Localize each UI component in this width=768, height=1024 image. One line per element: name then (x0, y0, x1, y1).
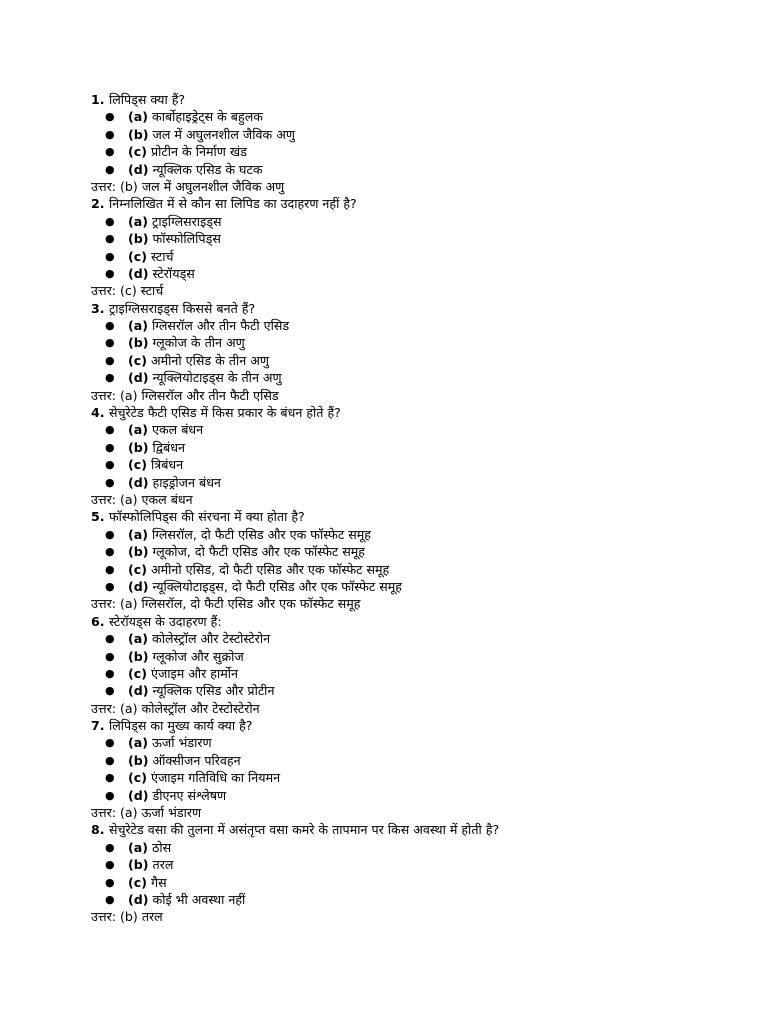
bullet-icon: ● (105, 788, 115, 802)
option-item (91, 752, 731, 769)
question-heading (91, 91, 731, 108)
document-body (91, 91, 731, 926)
option-label: (c) (128, 770, 147, 786)
option-item (91, 578, 731, 595)
option-item (91, 248, 731, 265)
question-text: निम्नलिखित में से कौन सा लिपिड का उदाहरण नहीं है? (108, 196, 357, 212)
options-list (91, 526, 731, 596)
option-text: ग्लूकोज, दो फैटी एसिड और एक फॉस्फेट समूह (152, 544, 365, 560)
answer-line: उत्तर: (b) जल में अघुलनशील जैविक अणु (91, 178, 285, 194)
bullet-icon: ● (105, 527, 115, 541)
option-item (91, 630, 731, 647)
option-item (91, 734, 731, 751)
option-text: ऊर्जा भंडारण (152, 735, 212, 751)
answer-line: उत्तर: (a) एकल बंधन (91, 491, 193, 507)
bullet-icon: ● (105, 110, 115, 124)
bullet-icon: ● (105, 562, 115, 576)
bullet-icon: ● (105, 771, 115, 785)
option-label: (d) (128, 578, 149, 594)
option-text: प्रोटीन के निर्माण खंड (150, 144, 247, 160)
bullet-icon: ● (105, 892, 115, 906)
bullet-icon: ● (105, 162, 115, 176)
question-heading (91, 195, 731, 212)
option-text: कोलेस्ट्रॉल और टेस्टोस्टेरोन (152, 631, 271, 647)
option-item (91, 474, 731, 491)
bullet-icon: ● (105, 266, 115, 280)
bullet-icon: ● (105, 423, 115, 437)
option-label: (c) (128, 248, 147, 264)
option-item (91, 648, 731, 665)
bullet-icon: ● (105, 545, 115, 559)
option-text: कार्बोहाइड्रेट्स के बहुलक (152, 109, 263, 125)
bullet-icon: ● (105, 371, 115, 385)
question-number: 2. (91, 196, 105, 212)
option-text: जल में अघुलनशील जैविक अणु (152, 126, 295, 142)
option-text: एंजाइम गतिविधि का नियमन (150, 770, 281, 786)
bullet-icon: ● (105, 579, 115, 593)
option-text: न्यूक्लिक एसिड के घटक (152, 161, 263, 177)
question-heading (91, 717, 731, 734)
bullet-icon: ● (105, 475, 115, 489)
options-list (91, 630, 731, 700)
option-item (91, 352, 731, 369)
options-list (91, 108, 731, 178)
option-text: ग्लिसरॉल, दो फैटी एसिड और एक फॉस्फेट समूह (152, 526, 371, 542)
option-text: स्टेरॉयड्स (152, 265, 195, 281)
option-label: (a) (128, 109, 149, 125)
option-label: (b) (128, 752, 149, 768)
option-item (91, 161, 731, 178)
bullet-icon: ● (105, 875, 115, 889)
options-list (91, 734, 731, 804)
option-label: (b) (128, 648, 149, 664)
question-heading (91, 613, 731, 630)
option-label: (d) (128, 891, 149, 907)
option-item (91, 143, 731, 160)
option-item (91, 439, 731, 456)
option-text: ठोस (152, 839, 172, 855)
bullet-icon: ● (105, 458, 115, 472)
option-label: (d) (128, 683, 149, 699)
option-text: अमीनो एसिड के तीन अणु (150, 352, 269, 368)
question-text: फॉस्फोलिपिड्स की संरचना में क्या होता है? (108, 509, 305, 525)
question-text: लिपिड्स क्या हैं? (108, 92, 186, 107)
option-item (91, 126, 731, 143)
option-label: (d) (128, 161, 149, 177)
option-label: (d) (128, 370, 149, 386)
option-item (91, 108, 731, 125)
option-label: (c) (128, 561, 147, 577)
option-label: (a) (128, 318, 149, 334)
question-number: 6. (91, 613, 105, 629)
option-item (91, 456, 731, 473)
option-item (91, 682, 731, 699)
question-text: सेचुरेटेड फैटी एसिड में किस प्रकार के बंधन होते हैं? (108, 405, 341, 421)
options-list (91, 213, 731, 283)
bullet-icon: ● (105, 840, 115, 854)
option-item (91, 769, 731, 786)
option-label: (b) (128, 544, 149, 560)
option-text: ट्राइग्लिसराइड्स (152, 213, 222, 229)
option-item (91, 839, 731, 856)
option-item (91, 369, 731, 386)
answer-line: उत्तर: (a) ग्लिसरॉल, दो फैटी एसिड और एक फॉस्फेट समूह (91, 596, 361, 612)
bullet-icon: ● (105, 214, 115, 228)
option-label: (d) (128, 474, 149, 490)
bullet-icon: ● (105, 127, 115, 141)
answer-line: उत्तर: (b) तरल (91, 909, 163, 925)
option-text: ग्लूकोज के तीन अणु (152, 335, 245, 351)
bullet-icon: ● (105, 858, 115, 872)
option-text: ग्लूकोज और सुक्रोज (152, 648, 244, 664)
question-number: 3. (91, 300, 105, 316)
option-text: एंजाइम और हार्मोन (150, 665, 239, 681)
answer-line: उत्तर: (a) कोलेस्ट्रॉल और टेस्टोस्टेरोन (91, 700, 260, 716)
question-heading (91, 508, 731, 525)
option-item (91, 561, 731, 578)
option-text: हाइड्रोजन बंधन (152, 474, 221, 490)
option-item (91, 213, 731, 230)
option-text: द्विबंधन (152, 439, 185, 455)
option-text: न्यूक्लियोटाइड्स के तीन अणु (152, 370, 282, 386)
option-text: अमीनो एसिड, दो फैटी एसिड और एक फॉस्फेट समूह (150, 561, 390, 577)
option-item (91, 265, 731, 282)
option-text: ग्लिसरॉल और तीन फैटी एसिड (152, 318, 290, 334)
option-label: (d) (128, 787, 149, 803)
bullet-icon: ● (105, 232, 115, 246)
bullet-icon: ● (105, 249, 115, 263)
question-text: लिपिड्स का मुख्य कार्य क्या है? (108, 718, 253, 734)
option-text: कोई भी अवस्था नहीं (152, 891, 246, 907)
option-item (91, 526, 731, 543)
bullet-icon: ● (105, 319, 115, 333)
option-label: (b) (128, 439, 149, 455)
option-text: एकल बंधन (152, 422, 204, 438)
answer-line: उत्तर: (c) स्टार्च (91, 283, 164, 299)
option-text: डीएनए संश्लेषण (152, 787, 227, 803)
option-label: (c) (128, 144, 147, 160)
option-item (91, 543, 731, 560)
question-heading (91, 404, 731, 421)
option-label: (c) (128, 352, 147, 368)
option-text: न्यूक्लियोटाइड्स, दो फैटी एसिड और एक फॉस्फेट समूह (152, 578, 402, 594)
option-label: (a) (128, 526, 149, 542)
option-item (91, 317, 731, 334)
question-text: स्टेरॉयड्स के उदाहरण हैं: (108, 613, 222, 629)
question-heading (91, 821, 731, 838)
option-label: (b) (128, 231, 149, 247)
bullet-icon: ● (105, 145, 115, 159)
option-label: (c) (128, 665, 147, 681)
question-text: ट्राइग्लिसराइड्स किससे बनते हैं? (108, 300, 256, 316)
bullet-icon: ● (105, 736, 115, 750)
option-label: (c) (128, 874, 147, 890)
answer-line: उत्तर: (a) ग्लिसरॉल और तीन फैटी एसिड (91, 387, 279, 403)
option-text: तरल (152, 857, 174, 873)
option-label: (a) (128, 422, 149, 438)
option-text: गैस (150, 874, 167, 890)
question-heading (91, 300, 731, 317)
option-item (91, 665, 731, 682)
option-item (91, 230, 731, 247)
option-text: फॉस्फोलिपिड्स (152, 231, 221, 247)
bullet-icon: ● (105, 353, 115, 367)
option-label: (b) (128, 857, 149, 873)
options-list (91, 317, 731, 387)
question-number: 5. (91, 509, 105, 525)
option-label: (a) (128, 735, 149, 751)
option-label: (d) (128, 265, 149, 281)
question-number: 1. (91, 92, 105, 107)
bullet-icon: ● (105, 440, 115, 454)
options-list (91, 839, 731, 909)
answer-line: उत्तर: (a) ऊर्जा भंडारण (91, 805, 202, 821)
question-number: 4. (91, 405, 105, 421)
bullet-icon: ● (105, 684, 115, 698)
question-number: 8. (91, 822, 105, 838)
option-label: (c) (128, 457, 147, 473)
option-label: (a) (128, 839, 149, 855)
option-label: (a) (128, 213, 149, 229)
option-item (91, 334, 731, 351)
option-text: ऑक्सीजन परिवहन (152, 752, 241, 768)
option-text: न्यूक्लिक एसिड और प्रोटीन (152, 683, 275, 699)
option-text: स्टार्च (150, 248, 174, 264)
bullet-icon: ● (105, 649, 115, 663)
option-item (91, 421, 731, 438)
option-item (91, 787, 731, 804)
option-label: (b) (128, 335, 149, 351)
bullet-icon: ● (105, 753, 115, 767)
option-item (91, 891, 731, 908)
question-text: सेचुरेटेड वसा की तुलना में असंतृप्त वसा कमरे के तापमान पर किस अवस्था में होती है? (108, 822, 500, 838)
option-text: त्रिबंधन (150, 457, 184, 473)
bullet-icon: ● (105, 632, 115, 646)
option-item (91, 874, 731, 891)
question-number: 7. (91, 718, 105, 734)
options-list (91, 421, 731, 491)
bullet-icon: ● (105, 336, 115, 350)
option-label: (b) (128, 126, 149, 142)
option-label: (a) (128, 631, 149, 647)
option-item (91, 856, 731, 873)
bullet-icon: ● (105, 666, 115, 680)
